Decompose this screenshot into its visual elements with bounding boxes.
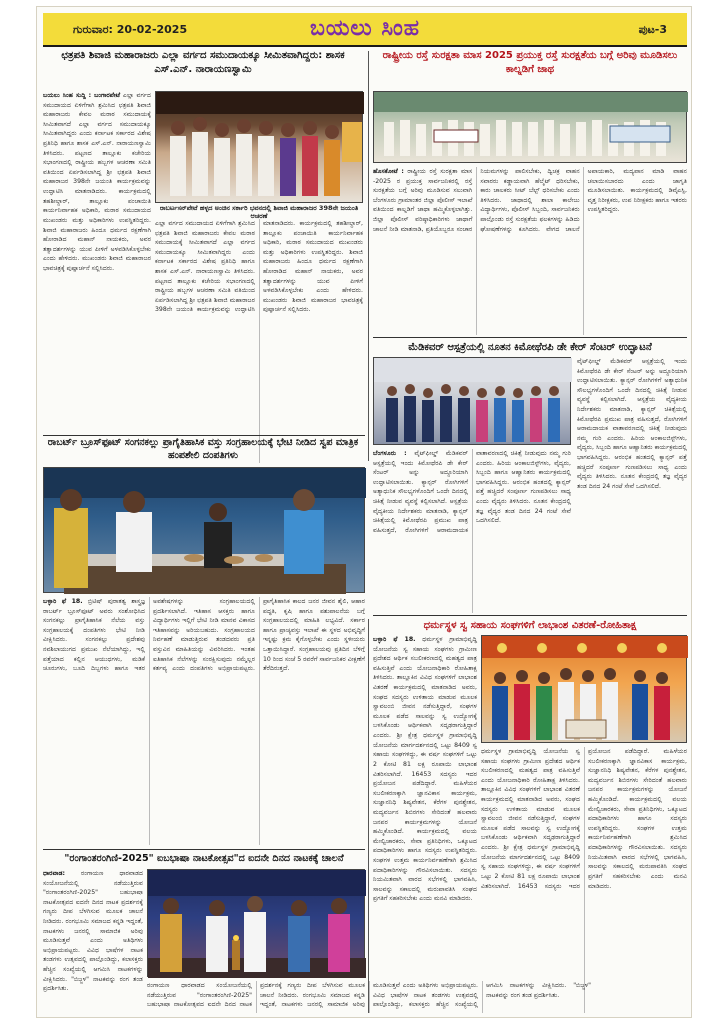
rangantharangini-dateline: ಧಾರವಾಡ: <box>43 870 66 877</box>
column-divider <box>368 51 369 461</box>
masthead <box>43 13 687 47</box>
robert-bruce-body <box>43 597 365 845</box>
road-safety-text: ರಾಷ್ಟ್ರೀಯ ರಸ್ತೆ ಸುರಕ್ಷತಾ ಮಾಸ -2025 ರ ಪ್ರಯುಕ್ತ ಸಾರ್ವಜನಿಕರಲ್ಲಿ ರಸ್ತೆ ಸುರಕ್ಷತೆಯ ಬಗ್ಗೆ ಅರಿವು ಮೂಡಿಸುವ ಸಲುವಾಗಿ ಬೆಂಗಳೂರು ಗ್ರಾಮಾಂತರ ಜಿಲ್ಲಾ ಪೊಲೀಸ್ ಇಲಾಖೆ ವತಿಯಿಂದ ಕಾಲ್ನಡಿಗೆ ಜಾಥಾ ಹಮ್ಮಿಕೊಳ್ಳಲಾಗಿತ್ತು. ಜಿಲ್ಲಾ ಪೊಲೀಸ್ ವರಿಷ್ಠಾಧಿಕಾರಿಗಳು ಜಾಥಾಗೆ ಚಾಲನೆ ನೀಡಿ ಮಾತನಾಡಿ, ಪ್ರತಿಯೊಬ್ಬರೂ ಸಂಚಾರ ನಿಯಮಗಳನ್ನು ಪಾಲಿಸಬೇಕು, ದ್ವಿಚಕ್ರ ವಾಹನ ಸವಾರರು ಕಡ್ಡಾಯವಾಗಿ ಹೆಲ್ಮೆಟ್ ಧರಿಸಬೇಕು, ಕಾರು ಚಾಲಕರು ಸೀಟ್ ಬೆಲ್ಟ್ ಧರಿಸಬೇಕು ಎಂದು ತಿಳಿಸಿದರು. ಜಾಥಾದಲ್ಲಿ ಶಾಲಾ ಕಾಲೇಜು ವಿದ್ಯಾರ್ಥಿಗಳು, ಪೊಲೀಸ್ ಸಿಬ್ಬಂದಿ, ಸಾರ್ವಜನಿಕರು ಪಾಲ್ಗೊಂಡು ರಸ್ತೆ ಸುರಕ್ಷತೆಯ ಫಲಕಗಳನ್ನು ಹಿಡಿದು ಘೋಷಣೆಗಳನ್ನು ಕೂಗಿದರು. ವೇಗದ ಚಾಲನೆ ಅಪಾಯಕಾರಿ, ಮದ್ಯಪಾನ ಮಾಡಿ ವಾಹನ ಚಲಾಯಿಸಬಾರದು ಎಂದು ಜಾಗೃತಿ ಮೂಡಿಸಲಾಯಿತು. ಕಾರ್ಯಕ್ರಮದಲ್ಲಿ ಡಿವೈಎಸ್ಪಿ, ವೃತ್ತ ನಿರೀಕ್ಷಕರು, ಉಪ ನಿರೀಕ್ಷಕರು ಹಾಗೂ ಇತರರು ಉಪಸ್ಥಿತರಿದ್ದರು. <box>373 168 687 233</box>
dharmasthala-body-left <box>373 635 477 1013</box>
section-rule <box>373 615 687 616</box>
rangantharangini-body-left <box>43 869 143 1013</box>
rangantharangini-photo <box>147 869 365 977</box>
robert-bruce-photo <box>43 467 365 593</box>
robert-bruce-dateline: ಬಳ್ಳಾರಿ ಫೆ 18. <box>43 598 83 605</box>
rangantharangini-text: ರಂಗಾಯಣ ಧಾರವಾಡದ ಸಂಯೋಜನೆಯಲ್ಲಿ ನಡೆಯುತ್ತಿರುವ "ರಂಗಾಂತರಂಗಿಣಿ-2025" ಬಹುಭಾಷಾ ನಾಟಕೋತ್ಸವದ ಐದನೇ ದಿನದ ನಾಟಕ ಪ್ರದರ್ಶನಕ್ಕೆ ಗಣ್ಯರು ದೀಪ ಬೆಳಗಿಸುವ ಮೂಲಕ ಚಾಲನೆ ನೀಡಿದರು. ರಂಗಭೂಮಿ ಸಮಾಜದ ಕನ್ನಡಿ ಇದ್ದಂತೆ, ನಾಟಕಗಳು ಜನರಲ್ಲಿ ಸಾಮಾಜಿಕ ಅರಿವು ಮೂಡಿಸುತ್ತವೆ ಎಂದು ಅತಿಥಿಗಳು ಅಭಿಪ್ರಾಯಪಟ್ಟರು. ವಿವಿಧ ಭಾಷೆಗಳ ನಾಟಕ ತಂಡಗಳು ಉತ್ಸವದಲ್ಲಿ ಪಾಲ್ಗೊಂಡಿದ್ದು, ಕಲಾಸಕ್ತರು ಹೆಚ್ಚಿನ ಸಂಖ್ಯೆಯಲ್ಲಿ ಆಗಮಿಸಿ ನಾಟಕಗಳನ್ನು ವೀಕ್ಷಿಸಿದರು. "ಬಿಜ್ಜಳ" ನಾಟಕವನ್ನು ರಂಗ ತಂಡ ಪ್ರದರ್ಶಿಸಿತು. <box>43 870 144 993</box>
shivaji-body-continued: ಎಲ್ಲಾ ವರ್ಗದ ಸಮುದಾಯದ ಏಳಿಗೆಗಾಗಿ ಶ್ರಮಿಸಿದ ಛತ್ರಪತಿ ಶಿವಾಜಿ ಮಹಾರಾಜರು ಕೇವಲ ಮರಾಠ ಸಮುದಾಯಕ್ಕೆ ಸೀಮಿತವಾಗದೆ ಎಲ್ಲಾ ವರ್ಗದ ಸಮುದಾಯಕ್ಕೂ ಸೀಮಿತವಾಗಿದ್ದರು ಎಂದು ಕರ್ನಾಟಕ ಸರ್ಕಾರದ ವಿಶೇಷ ಪ್ರತಿನಿಧಿ ಹಾಗೂ ಶಾಸಕ ಎಸ್.ಎನ್. ನಾರಾಯಣಸ್ವಾಮಿ ತಿಳಿಸಿದರು. ಪಟ್ಟಣದ ತಾಲ್ಲೂಕು ಕಚೇರಿಯ ಸಭಾಂಗಣದಲ್ಲಿ ರಾಷ್ಟ್ರೀಯ ಹಬ್ಬಗಳ ಆಚರಣಾ ಸಮಿತಿ ವತಿಯಿಂದ ಏರ್ಪಡಿಸಲಾಗಿದ್ದ ಶ್ರೀ ಛತ್ರಪತಿ ಶಿವಾಜಿ ಮಹಾರಾಜರ 398ನೇ ಜಯಂತಿ ಕಾರ್ಯಕ್ರಮವನ್ನು ಉದ್ಘಾಟಿಸಿ ಮಾತನಾಡಿದರು. ಕಾರ್ಯಕ್ರಮದಲ್ಲಿ ತಹಶೀಲ್ದಾರ್, ತಾಲ್ಲೂಕು ಪಂಚಾಯಿತಿ ಕಾರ್ಯನಿರ್ವಾಹಕ ಅಧಿಕಾರಿ, ಮರಾಠ ಸಮುದಾಯದ ಮುಖಂಡರು ಮತ್ತು ಅಧಿಕಾರಿಗಳು ಉಪಸ್ಥಿತರಿದ್ದರು. ಶಿವಾಜಿ ಮಹಾರಾಜರು ಹಿಂದೂ ಧರ್ಮದ ರಕ್ಷಣೆಗಾಗಿ ಹೋರಾಡಿದ ಮಹಾನ್ ನಾಯಕರು, ಅವರ ತತ್ವಾದರ್ಶಗಳನ್ನು ಯುವ ಪೀಳಿಗೆ ಅಳವಡಿಸಿಕೊಳ್ಳಬೇಕು ಎಂದು ಹೇಳಿದರು. ಮುಖಂಡರು ಶಿವಾಜಿ ಮಹಾರಾಜರ ಭಾವಚಿತ್ರಕ್ಕೆ ಪುಷ್ಪಾರ್ಚನೆ ಸಲ್ಲಿಸಿದರು. <box>155 220 363 314</box>
shivaji-headline: ಛತ್ರಪತಿ ಶಿವಾಜಿ ಮಹಾರಾಜರು ಎಲ್ಲಾ ವರ್ಗದ ಸಮುದಾಯಕ್ಕೂ ಸೀಮಿತವಾಗಿದ್ದರು: ಶಾಸಕ ಎಸ್.ಎನ್. ನಾರಾಯಣಸ್ವಾಮಿ <box>61 50 345 75</box>
dharmasthala-text-continued: ಧರ್ಮಸ್ಥಳ ಗ್ರಾಮಾಭಿವೃದ್ಧಿ ಯೋಜನೆಯ ಸ್ವ ಸಹಾಯ ಸಂಘಗಳು ಗ್ರಾಮೀಣ ಪ್ರದೇಶದ ಆರ್ಥಿಕ ಸಬಲೀಕರಣದಲ್ಲಿ ಮಹತ್ವದ ಪಾತ್ರ ವಹಿಸುತ್ತಿವೆ ಎಂದು ಯೋಜನಾಧಿಕಾರಿ ರೋಹಿತಾಕ್ಷ ತಿಳಿಸಿದರು. ತಾಲ್ಲೂಕಿನ ವಿವಿಧ ಸಂಘಗಳಿಗೆ ಲಾಭಾಂಶ ವಿತರಣೆ ಕಾರ್ಯಕ್ರಮದಲ್ಲಿ ಮಾತನಾಡಿದ ಅವರು, ಸಂಘದ ಸದಸ್ಯರು ಉಳಿತಾಯ ಮಾಡುವ ಮೂಲಕ ಸ್ವಾವಲಂಬಿ ಜೀವನ ನಡೆಸುತ್ತಿದ್ದಾರೆ, ಸಂಘಗಳ ಮೂಲಕ ಪಡೆದ ಸಾಲವನ್ನು ಸ್ವ ಉದ್ಯೋಗಕ್ಕೆ ಬಳಸಿಕೊಂಡು ಆರ್ಥಿಕವಾಗಿ ಸದೃಢರಾಗುತ್ತಿದ್ದಾರೆ ಎಂದರು. ಶ್ರೀ ಕ್ಷೇತ್ರ ಧರ್ಮಸ್ಥಳ ಗ್ರಾಮಾಭಿವೃದ್ಧಿ ಯೋಜನೆಯ ಮಾರ್ಗದರ್ಶನದಲ್ಲಿ ಒಟ್ಟು 8409 ಸ್ವ ಸಹಾಯ ಸಂಘಗಳಿದ್ದು, ಈ ವರ್ಷ ಸಂಘಗಳಿಗೆ ಒಟ್ಟು 2 ಕೋಟಿ 81 ಲಕ್ಷ ರೂಪಾಯಿ ಲಾಭಾಂಶ ವಿತರಿಸಲಾಗಿದೆ. 16453 ಸದಸ್ಯರು ಇದರ ಪ್ರಯೋಜನ ಪಡೆದಿದ್ದಾರೆ. ಮಹಿಳೆಯರ ಸಬಲೀಕರಣಕ್ಕಾಗಿ ಜ್ಞಾನವಿಕಾಸ ಕಾರ್ಯಕ್ರಮ, ಸುಜ್ಞಾನನಿಧಿ ಶಿಷ್ಯವೇತನ, ಕೆರೆಗಳ ಪುನಶ್ಚೇತನ, ಮದ್ಯವರ್ಜನ ಶಿಬಿರಗಳು ಸೇರಿದಂತೆ ಹಲವಾರು ಜನಪರ ಕಾರ್ಯಕ್ರಮಗಳನ್ನು ಯೋಜನೆ ಹಮ್ಮಿಕೊಂಡಿದೆ. ಕಾರ್ಯಕ್ರಮದಲ್ಲಿ ವಲಯ ಮೇಲ್ವಿಚಾರಕರು, ಸೇವಾ ಪ್ರತಿನಿಧಿಗಳು, ಒಕ್ಕೂಟದ ಪದಾಧಿಕಾರಿಗಳು ಹಾಗೂ ಸದಸ್ಯರು ಉಪಸ್ಥಿತರಿದ್ದರು. ಸಂಘಗಳ ಉತ್ತಮ ಕಾರ್ಯನಿರ್ವಹಣೆಗಾಗಿ ಶ್ರಮಿಸಿದ ಪದಾಧಿಕಾರಿಗಳನ್ನು ಗೌರವಿಸಲಾಯಿತು. ಸದಸ್ಯರು ನಿಯಮಿತವಾಗಿ ವಾರದ ಸಭೆಗಳಲ್ಲಿ ಭಾಗವಹಿಸಿ, ಸಾಲವನ್ನು ಸಕಾಲದಲ್ಲಿ ಮರುಪಾವತಿಸಿ ಸಂಘದ ಪ್ರಗತಿಗೆ ಸಹಕರಿಸಬೇಕು ಎಂದು ಮನವಿ ಮಾಡಿದರು. <box>481 748 687 890</box>
robert-bruce-text: ಬ್ರಿಟಿಷ್ ಪುರಾತತ್ವ ಶಾಸ್ತ್ರಜ್ಞ ರಾಬರ್ಟ್ ಬ್ರೂಸ್‌ಫೂಟ್ ಅವರು ಸಂಶೋಧಿಸಿದ ಸಂಗನಕಲ್ಲು ಪ್ರಾಗೈತಿಹಾಸಿಕ ನೆಲೆಯ ವಸ್ತು ಸಂಗ್ರಹಾಲಯಕ್ಕೆ ದಂಪತಿಗಳು ಭೇಟಿ ನೀಡಿ ವೀಕ್ಷಿಸಿದರು. ಸಂಗನಕಲ್ಲು ಪ್ರದೇಶವು ನವಶಿಲಾಯುಗದ ಪ್ರಮುಖ ನೆಲೆಯಾಗಿದ್ದು, ಇಲ್ಲಿ ಪತ್ತೆಯಾದ ಕಲ್ಲಿನ ಆಯುಧಗಳು, ಮಡಿಕೆ ಚೂರುಗಳು, ಬೂದಿ ದಿಬ್ಬಗಳು ಹಾಗೂ ಇತರ ಅವಶೇಷಗಳನ್ನು ಸಂಗ್ರಹಾಲಯದಲ್ಲಿ ಪ್ರದರ್ಶಿಸಲಾಗಿದೆ. ಇತಿಹಾಸ ಆಸಕ್ತರು ಹಾಗೂ ವಿದ್ಯಾರ್ಥಿಗಳು ಇಲ್ಲಿಗೆ ಭೇಟಿ ನೀಡಿ ಮಾನವ ವಿಕಾಸದ ಇತಿಹಾಸವನ್ನು ಅರಿಯಬಹುದು. ಸಂಗ್ರಹಾಲಯದ ನಿರ್ವಹಣೆ ಮಾಡುತ್ತಿರುವ ತಂಡದವರು ಪ್ರತಿ ವಸ್ತುವಿನ ಮಾಹಿತಿಯನ್ನು ವಿವರಿಸಿದರು. ಇಂತಹ ಐತಿಹಾಸಿಕ ನೆಲೆಗಳನ್ನು ಸಂರಕ್ಷಿಸುವುದು ನಮ್ಮೆಲ್ಲರ ಕರ್ತವ್ಯ ಎಂದು ದಂಪತಿಗಳು ಅಭಿಪ್ರಾಯಪಟ್ಟರು. ಪ್ರಾಗೈತಿಹಾಸಿಕ ಕಾಲದ ಜನರ ಜೀವನ ಶೈಲಿ, ಆಹಾರ ಪದ್ಧತಿ, ಕೃಷಿ ಹಾಗೂ ಪಶುಪಾಲನೆಯ ಬಗ್ಗೆ ಸಂಗ್ರಹಾಲಯದಲ್ಲಿ ಮಾಹಿತಿ ಲಭ್ಯವಿದೆ. ಸರ್ಕಾರ ಹಾಗೂ ಪ್ರಾಚ್ಯವಸ್ತು ಇಲಾಖೆ ಈ ಸ್ಥಳದ ಅಭಿವೃದ್ಧಿಗೆ ಇನ್ನಷ್ಟು ಕ್ರಮ ಕೈಗೊಳ್ಳಬೇಕು ಎಂದು ಸ್ಥಳೀಯರು ಒತ್ತಾಯಿಸಿದ್ದಾರೆ. ಸಂಗ್ರಹಾಲಯವು ಪ್ರತಿದಿನ ಬೆಳಿಗ್ಗೆ 10 ರಿಂದ ಸಂಜೆ 5 ರವರೆಗೆ ಸಾರ್ವಜನಿಕರ ವೀಕ್ಷಣೆಗೆ ತೆರೆದಿರುತ್ತದೆ. <box>43 598 365 673</box>
dharmasthala-dateline: ಬಳ್ಳಾರಿ ಫೆ 18. <box>373 636 416 643</box>
road-safety-headline: ರಾಷ್ಟ್ರೀಯ ರಸ್ತೆ ಸುರಕ್ಷತಾ ಮಾಸ 2025 ಪ್ರಯುಕ್ತ ರಸ್ತೆ ಸುರಕ್ಷತೆಯ ಬಗ್ಗೆ ಅರಿವು ಮೂಡಿಸಲು ಕಾಲ್ನಡಿಗೆ ಜಾಥ <box>382 50 678 75</box>
masthead-title: ಬಯಲು ಸಿಂಹ <box>309 15 421 41</box>
road-safety-body <box>373 167 687 335</box>
rangantharangini-headline: "ರಂಗಾಂತರಂಗಿಣಿ-2025" ಐಬಭಾಷಾ ನಾಟಕೋತ್ಸವ"ದ ಐದನೇ ದಿನದ ನಾಟಕಕ್ಕೆ ಚಾಲನೆ <box>64 853 344 864</box>
dharmasthala-body-right <box>481 747 687 1013</box>
robert-bruce-headline: ರಾಬರ್ಟ್ ಬ್ರೂಸ್‌ಫೂಟ್ ಸಂಗನಕಲ್ಲು ಪ್ರಾಗೈತಿಹಾಸಿಕ ವಸ್ತು ಸಂಗ್ರಹಾಲಯಕ್ಕೆ ಭೇಟಿ ನೀಡಿದ ಸ್ವಪ ಮಾತ್ರಿಕ ಹಂಪಶೇಲಿ ದಂಪತಿಗಳು <box>47 437 359 461</box>
medicover-text-side: ವೈಟ್‌ಫೀಲ್ಡ್ ಮೆಡಿಕವರ್ ಆಸ್ಪತ್ರೆಯಲ್ಲಿ ಇಂದು ಕಿಮೋಥೆರಪಿ ಡೇ ಕೇರ್ ಸೆಂಟರ್ ಅನ್ನು ಅದ್ದೂರಿಯಾಗಿ ಉದ್ಘಾಟಿಸಲಾಯಿತು. ಕ್ಯಾನ್ಸರ್ ರೋಗಿಗಳಿಗೆ ಅತ್ಯಾಧುನಿಕ ಸೌಲಭ್ಯಗಳೊಂದಿಗೆ ಒಂದೇ ದಿನದಲ್ಲಿ ಚಿಕಿತ್ಸೆ ನೀಡುವ ವ್ಯವಸ್ಥೆ ಕಲ್ಪಿಸಲಾಗಿದೆ. ಆಸ್ಪತ್ರೆಯ ವೈದ್ಯಕೀಯ ನಿರ್ದೇಶಕರು ಮಾತನಾಡಿ, ಕ್ಯಾನ್ಸರ್ ಚಿಕಿತ್ಸೆಯಲ್ಲಿ ಕಿಮೋಥೆರಪಿ ಪ್ರಮುಖ ಪಾತ್ರ ವಹಿಸುತ್ತದೆ, ರೋಗಿಗಳಿಗೆ ಆರಾಮದಾಯಕ ವಾತಾವರಣದಲ್ಲಿ ಚಿಕಿತ್ಸೆ ನೀಡುವುದು ನಮ್ಮ ಗುರಿ ಎಂದರು. ಹಿರಿಯ ಆಂಕಾಲಜಿಸ್ಟ್‌ಗಳು, ವೈದ್ಯರು, ಸಿಬ್ಬಂದಿ ಹಾಗೂ ಆಹ್ವಾನಿತರು ಕಾರ್ಯಕ್ರಮದಲ್ಲಿ ಭಾಗವಹಿಸಿದ್ದರು. ಆರಂಭಿಕ ಹಂತದಲ್ಲಿ ಕ್ಯಾನ್ಸರ್ ಪತ್ತೆ ಹಚ್ಚಿದರೆ ಸಂಪೂರ್ಣ ಗುಣಪಡಿಸಲು ಸಾಧ್ಯ ಎಂದು ವೈದ್ಯರು ತಿಳಿಸಿದರು. ನೂತನ ಕೇಂದ್ರದಲ್ಲಿ ತಜ್ಞ ವೈದ್ಯರ ತಂಡ ದಿನದ 24 ಗಂಟೆ ಸೇವೆ ಒದಗಿಸಲಿದೆ. <box>577 358 687 490</box>
road-safety-photo <box>373 91 687 163</box>
newspaper-page <box>36 6 692 1018</box>
shivaji-body-left <box>43 91 151 463</box>
rangantharangini-text-continued: ರಂಗಾಯಣ ಧಾರವಾಡದ ಸಂಯೋಜನೆಯಲ್ಲಿ ನಡೆಯುತ್ತಿರುವ "ರಂಗಾಂತರಂಗಿಣಿ-2025" ಬಹುಭಾಷಾ ನಾಟಕೋತ್ಸವದ ಐದನೇ ದಿನದ ನಾಟಕ ಪ್ರದರ್ಶನಕ್ಕೆ ಗಣ್ಯರು ದೀಪ ಬೆಳಗಿಸುವ ಮೂಲಕ ಚಾಲನೆ ನೀಡಿದರು. ರಂಗಭೂಮಿ ಸಮಾಜದ ಕನ್ನಡಿ ಇದ್ದಂತೆ, ನಾಟಕಗಳು ಜನರಲ್ಲಿ ಸಾಮಾಜಿಕ ಅರಿವು ಮೂಡಿಸುತ್ತವೆ ಎಂದು ಅತಿಥಿಗಳು ಅಭಿಪ್ರಾಯಪಟ್ಟರು. ವಿವಿಧ ಭಾಷೆಗಳ ನಾಟಕ ತಂಡಗಳು ಉತ್ಸವದಲ್ಲಿ ಪಾಲ್ಗೊಂಡಿದ್ದು, ಕಲಾಸಕ್ತರು ಹೆಚ್ಚಿನ ಸಂಖ್ಯೆಯಲ್ಲಿ ಆಗಮಿಸಿ ನಾಟಕಗಳನ್ನು ವೀಕ್ಷಿಸಿದರು. "ಬಿಜ್ಜಳ" ನಾಟಕವನ್ನು ರಂಗ ತಂಡ ಪ್ರದರ್ಶಿಸಿತು. <box>147 982 591 1009</box>
rangantharangini-body-right <box>147 981 591 1013</box>
dharmasthala-photo <box>481 635 687 743</box>
shivaji-body-right <box>155 219 363 463</box>
masthead-date: ಗುರುವಾರ: 20-02-2025 <box>73 23 188 36</box>
road-safety-dateline: ಹೊಸಕೋಟೆ : <box>373 168 404 175</box>
shivaji-body: ಎಲ್ಲಾ ವರ್ಗದ ಸಮುದಾಯದ ಏಳಿಗೆಗಾಗಿ ಶ್ರಮಿಸಿದ ಛತ್ರಪತಿ ಶಿವಾಜಿ ಮಹಾರಾಜರು ಕೇವಲ ಮರಾಠ ಸಮುದಾಯಕ್ಕೆ ಸೀಮಿತವಾಗದೆ ಎಲ್ಲಾ ವರ್ಗದ ಸಮುದಾಯಕ್ಕೂ ಸೀಮಿತವಾಗಿದ್ದರು ಎಂದು ಕರ್ನಾಟಕ ಸರ್ಕಾರದ ವಿಶೇಷ ಪ್ರತಿನಿಧಿ ಹಾಗೂ ಶಾಸಕ ಎಸ್.ಎನ್. ನಾರಾಯಣಸ್ವಾಮಿ ತಿಳಿಸಿದರು. ಪಟ್ಟಣದ ತಾಲ್ಲೂಕು ಕಚೇರಿಯ ಸಭಾಂಗಣದಲ್ಲಿ ರಾಷ್ಟ್ರೀಯ ಹಬ್ಬಗಳ ಆಚರಣಾ ಸಮಿತಿ ವತಿಯಿಂದ ಏರ್ಪಡಿಸಲಾಗಿದ್ದ ಶ್ರೀ ಛತ್ರಪತಿ ಶಿವಾಜಿ ಮಹಾರಾಜರ 398ನೇ ಜಯಂತಿ ಕಾರ್ಯಕ್ರಮವನ್ನು ಉದ್ಘಾಟಿಸಿ ಮಾತನಾಡಿದರು. ಕಾರ್ಯಕ್ರಮದಲ್ಲಿ ತಹಶೀಲ್ದಾರ್, ತಾಲ್ಲೂಕು ಪಂಚಾಯಿತಿ ಕಾರ್ಯನಿರ್ವಾಹಕ ಅಧಿಕಾರಿ, ಮರಾಠ ಸಮುದಾಯದ ಮುಖಂಡರು ಮತ್ತು ಅಧಿಕಾರಿಗಳು ಉಪಸ್ಥಿತರಿದ್ದರು. ಶಿವಾಜಿ ಮಹಾರಾಜರು ಹಿಂದೂ ಧರ್ಮದ ರಕ್ಷಣೆಗಾಗಿ ಹೋರಾಡಿದ ಮಹಾನ್ ನಾಯಕರು, ಅವರ ತತ್ವಾದರ್ಶಗಳನ್ನು ಯುವ ಪೀಳಿಗೆ ಅಳವಡಿಸಿಕೊಳ್ಳಬೇಕು ಎಂದು ಹೇಳಿದರು. ಮುಖಂಡರು ಶಿವಾಜಿ ಮಹಾರಾಜರ ಭಾವಚಿತ್ರಕ್ಕೆ ಪುಷ್ಪಾರ್ಚನೆ ಸಲ್ಲಿಸಿದರು. <box>43 92 151 272</box>
shivaji-dateline: ಬಯಲು ಸಿಂಹ ಸುದ್ದಿ : ಬಂಗಾರಪೇಟೆ <box>43 92 121 99</box>
section-rule <box>373 337 687 338</box>
dharmasthala-text: ಧರ್ಮಸ್ಥಳ ಗ್ರಾಮಾಭಿವೃದ್ಧಿ ಯೋಜನೆಯ ಸ್ವ ಸಹಾಯ ಸಂಘಗಳು ಗ್ರಾಮೀಣ ಪ್ರದೇಶದ ಆರ್ಥಿಕ ಸಬಲೀಕರಣದಲ್ಲಿ ಮಹತ್ವದ ಪಾತ್ರ ವಹಿಸುತ್ತಿವೆ ಎಂದು ಯೋಜನಾಧಿಕಾರಿ ರೋಹಿತಾಕ್ಷ ತಿಳಿಸಿದರು. ತಾಲ್ಲೂಕಿನ ವಿವಿಧ ಸಂಘಗಳಿಗೆ ಲಾಭಾಂಶ ವಿತರಣೆ ಕಾರ್ಯಕ್ರಮದಲ್ಲಿ ಮಾತನಾಡಿದ ಅವರು, ಸಂಘದ ಸದಸ್ಯರು ಉಳಿತಾಯ ಮಾಡುವ ಮೂಲಕ ಸ್ವಾವಲಂಬಿ ಜೀವನ ನಡೆಸುತ್ತಿದ್ದಾರೆ, ಸಂಘಗಳ ಮೂಲಕ ಪಡೆದ ಸಾಲವನ್ನು ಸ್ವ ಉದ್ಯೋಗಕ್ಕೆ ಬಳಸಿಕೊಂಡು ಆರ್ಥಿಕವಾಗಿ ಸದೃಢರಾಗುತ್ತಿದ್ದಾರೆ ಎಂದರು. ಶ್ರೀ ಕ್ಷೇತ್ರ ಧರ್ಮಸ್ಥಳ ಗ್ರಾಮಾಭಿವೃದ್ಧಿ ಯೋಜನೆಯ ಮಾರ್ಗದರ್ಶನದಲ್ಲಿ ಒಟ್ಟು 8409 ಸ್ವ ಸಹಾಯ ಸಂಘಗಳಿದ್ದು, ಈ ವರ್ಷ ಸಂಘಗಳಿಗೆ ಒಟ್ಟು 2 ಕೋಟಿ 81 ಲಕ್ಷ ರೂಪಾಯಿ ಲಾಭಾಂಶ ವಿತರಿಸಲಾಗಿದೆ. 16453 ಸದಸ್ಯರು ಇದರ ಪ್ರಯೋಜನ ಪಡೆದಿದ್ದಾರೆ. ಮಹಿಳೆಯರ ಸಬಲೀಕರಣಕ್ಕಾಗಿ ಜ್ಞಾನವಿಕಾಸ ಕಾರ್ಯಕ್ರಮ, ಸುಜ್ಞಾನನಿಧಿ ಶಿಷ್ಯವೇತನ, ಕೆರೆಗಳ ಪುನಶ್ಚೇತನ, ಮದ್ಯವರ್ಜನ ಶಿಬಿರಗಳು ಸೇರಿದಂತೆ ಹಲವಾರು ಜನಪರ ಕಾರ್ಯಕ್ರಮಗಳನ್ನು ಯೋಜನೆ ಹಮ್ಮಿಕೊಂಡಿದೆ. ಕಾರ್ಯಕ್ರಮದಲ್ಲಿ ವಲಯ ಮೇಲ್ವಿಚಾರಕರು, ಸೇವಾ ಪ್ರತಿನಿಧಿಗಳು, ಒಕ್ಕೂಟದ ಪದಾಧಿಕಾರಿಗಳು ಹಾಗೂ ಸದಸ್ಯರು ಉಪಸ್ಥಿತರಿದ್ದರು. ಸಂಘಗಳ ಉತ್ತಮ ಕಾರ್ಯನಿರ್ವಹಣೆಗಾಗಿ ಶ್ರಮಿಸಿದ ಪದಾಧಿಕಾರಿಗಳನ್ನು ಗೌರವಿಸಲಾಯಿತು. ಸದಸ್ಯರು ನಿಯಮಿತವಾಗಿ ವಾರದ ಸಭೆಗಳಲ್ಲಿ ಭಾಗವಹಿಸಿ, ಸಾಲವನ್ನು ಸಕಾಲದಲ್ಲಿ ಮರುಪಾವತಿಸಿ ಸಂಘದ ಪ್ರಗತಿಗೆ ಸಹಕರಿಸಬೇಕು ಎಂದು ಮನವಿ ಮಾಡಿದರು. <box>373 636 478 903</box>
medicover-text: ವೈಟ್‌ಫೀಲ್ಡ್ ಮೆಡಿಕವರ್ ಆಸ್ಪತ್ರೆಯಲ್ಲಿ ಇಂದು ಕಿಮೋಥೆರಪಿ ಡೇ ಕೇರ್ ಸೆಂಟರ್ ಅನ್ನು ಅದ್ದೂರಿಯಾಗಿ ಉದ್ಘಾಟಿಸಲಾಯಿತು. ಕ್ಯಾನ್ಸರ್ ರೋಗಿಗಳಿಗೆ ಅತ್ಯಾಧುನಿಕ ಸೌಲಭ್ಯಗಳೊಂದಿಗೆ ಒಂದೇ ದಿನದಲ್ಲಿ ಚಿಕಿತ್ಸೆ ನೀಡುವ ವ್ಯವಸ್ಥೆ ಕಲ್ಪಿಸಲಾಗಿದೆ. ಆಸ್ಪತ್ರೆಯ ವೈದ್ಯಕೀಯ ನಿರ್ದೇಶಕರು ಮಾತನಾಡಿ, ಕ್ಯಾನ್ಸರ್ ಚಿಕಿತ್ಸೆಯಲ್ಲಿ ಕಿಮೋಥೆರಪಿ ಪ್ರಮುಖ ಪಾತ್ರ ವಹಿಸುತ್ತದೆ, ರೋಗಿಗಳಿಗೆ ಆರಾಮದಾಯಕ ವಾತಾವರಣದಲ್ಲಿ ಚಿಕಿತ್ಸೆ ನೀಡುವುದು ನಮ್ಮ ಗುರಿ ಎಂದರು. ಹಿರಿಯ ಆಂಕಾಲಜಿಸ್ಟ್‌ಗಳು, ವೈದ್ಯರು, ಸಿಬ್ಬಂದಿ ಹಾಗೂ ಆಹ್ವಾನಿತರು ಕಾರ್ಯಕ್ರಮದಲ್ಲಿ ಭಾಗವಹಿಸಿದ್ದರು. ಆರಂಭಿಕ ಹಂತದಲ್ಲಿ ಕ್ಯಾನ್ಸರ್ ಪತ್ತೆ ಹಚ್ಚಿದರೆ ಸಂಪೂರ್ಣ ಗುಣಪಡಿಸಲು ಸಾಧ್ಯ ಎಂದು ವೈದ್ಯರು ತಿಳಿಸಿದರು. ನೂತನ ಕೇಂದ್ರದಲ್ಲಿ ತಜ್ಞ ವೈದ್ಯರ ತಂಡ ದಿನದ 24 ಗಂಟೆ ಸೇವೆ ಒದಗಿಸಲಿದೆ. <box>373 450 571 534</box>
shivaji-photo-caption: ರಾಬರ್ಟಸನ್‌ಪೇಟೆ ಹಳ್ಳದ ಅಂಚಿನ ಸರ್ಕಾರಿ ಭವನದಲ್ಲಿ ಶಿವಾಜಿ ಮಹಾರಾಜರ 398ನೇ ಜಯಂತಿ ಆಚರಣೆ <box>159 204 359 221</box>
dharmasthala-headline: ಧರ್ಮಸ್ಥಳ ಸ್ವ ಸಹಾಯ ಸಂಘಗಳಿಗೆ ಲಾಭಾಂಶ ವಿತರಣೆ-ರೋಹಿತಾಕ್ಷ <box>423 620 637 631</box>
page-number: ಪುಟ-3 <box>638 23 667 36</box>
column-divider <box>368 619 369 1013</box>
shivaji-photo <box>155 91 363 203</box>
medicover-body-side <box>577 357 687 613</box>
medicover-photo <box>373 357 571 445</box>
medicover-headline: ಮೆಡಿಕವರ್ ಆಸ್ಪತ್ರೆಯಲ್ಲಿ ನೂತನ ಕಿಮೋಥೆರಪಿ ಡೇ ಕೇರ್ ಸೆಂಟರ್ ಉದ್ಘಾಟನೆ <box>408 342 652 353</box>
section-rule <box>43 435 365 436</box>
medicover-dateline: ಬೆಂಗಳೂರು : <box>373 450 407 457</box>
section-rule <box>43 849 365 850</box>
medicover-body <box>373 449 571 613</box>
